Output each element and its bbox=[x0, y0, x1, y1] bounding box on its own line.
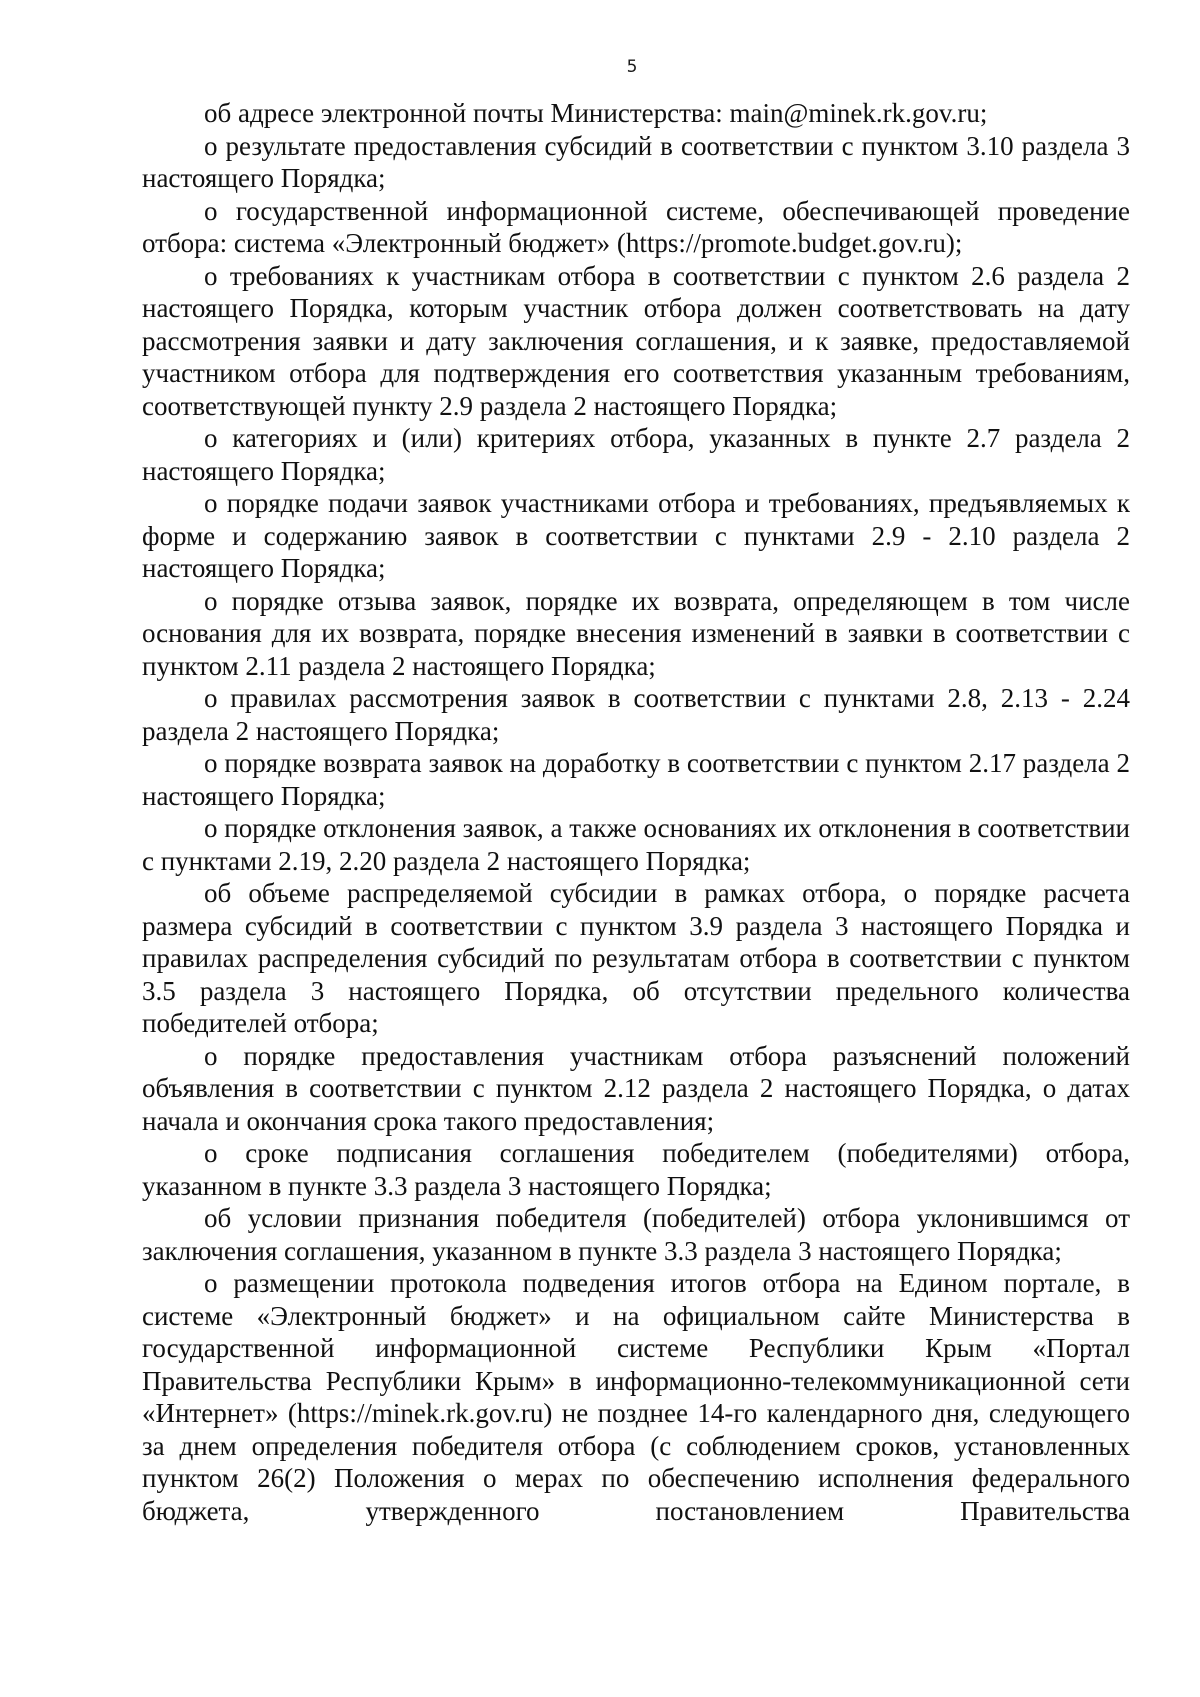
paragraph-information-system: о государственной информационной системе, обеспечивающей проведение отбора: система «Электронный бюджет» (https://promote.budget.gov.ru); bbox=[142, 195, 1130, 258]
paragraph-participant-requirements: о требованиях к участникам отбора в соответствии с пунктом 2.6 раздела 2 настоящего Порядка, которым участник отбора должен соответствовать на дату рассмотрения заявки и дату заключения соглашения, и к заявке, предоставляемой участником отбора для подтверждения его соответствия указанным требованиям, соответствующей пункту 2.9 раздела 2 настоящего Порядка; bbox=[142, 260, 1130, 421]
paragraph-rejection: о порядке отклонения заявок, а также основаниях их отклонения в соответствии с пунктами 2.19, 2.20 раздела 2 настоящего Порядка; bbox=[142, 813, 1130, 876]
paragraph-clarifications: о порядке предоставления участникам отбора разъяснений положений объявления в соответствии с пунктом 2.12 раздела 2 настоящего Порядка, о датах начала и окончания срока такого предоставления; bbox=[142, 1040, 1130, 1136]
paragraph-application-submission: о порядке подачи заявок участниками отбора и требованиях, предъявляемых к форме и содержанию заявок в соответствии с пунктами 2.9 - 2.10 раздела 2 настоящего Порядка; bbox=[142, 488, 1130, 583]
paragraph-signing-deadline: о сроке подписания соглашения победителем (победителями) отбора, указанном в пункте 3.3 раздела 3 настоящего Порядка; bbox=[142, 1138, 1130, 1201]
paragraph-email: об адресе электронной почты Министерства: main@minek.rk.gov.ru; bbox=[204, 98, 988, 128]
paragraph-selection-criteria: о категориях и (или) критериях отбора, указанных в пункте 2.7 раздела 2 настоящего Порядка; bbox=[142, 423, 1130, 486]
paragraph-subsidy-volume: об объеме распределяемой субсидии в рамках отбора, о порядке расчета размера субсидий в соответствии с пунктом 3.9 раздела 3 настоящего Порядка и правилах распределения субсидий по результатам отбора в соответствии с пунктом 3.5 раздела 3 настоящего Порядка, об отсутствии предельного количества победителей отбора; bbox=[142, 878, 1130, 1038]
document-body bbox=[142, 97, 1130, 1527]
paragraph-protocol-publication: о размещении протокола подведения итогов отбора на Едином портале, в системе «Электронный бюджет» и на официальном сайте Министерства в государственной информационной системе Республики Крым «Портал Правительства Республики Крым» в информационно-телекоммуникационной сети «Интернет» (https://minek.rk.gov.ru) не позднее 14-го календарного дня, следующего за днем определения победителя отбора (с соблюдением сроков, установленных пунктом 26(2) Положения о мерах по обеспечению исполнения федерального бюджета, утвержденного постановлением Правительства bbox=[142, 1268, 1130, 1526]
page-number: 5 bbox=[626, 57, 638, 77]
paragraph-return-for-revision: о порядке возврата заявок на доработку в соответствии с пунктом 2.17 раздела 2 настоящего Порядка; bbox=[142, 748, 1130, 811]
paragraph-subsidy-result: о результате предоставления субсидий в соответствии с пунктом 3.10 раздела 3 настоящего Порядка; bbox=[142, 130, 1130, 193]
paragraph-review-rules: о правилах рассмотрения заявок в соответствии с пунктами 2.8, 2.13 - 2.24 раздела 2 настоящего Порядка; bbox=[142, 683, 1130, 746]
paragraph-evasion-condition: об условии признания победителя (победителей) отбора уклонившимся от заключения соглашения, указанном в пункте 3.3 раздела 3 настоящего Порядка; bbox=[142, 1203, 1130, 1266]
paragraph-application-withdrawal: о порядке отзыва заявок, порядке их возврата, определяющем в том числе основания для их возврата, порядке внесения изменений в заявки в соответствии с пунктом 2.11 раздела 2 настоящего Порядка; bbox=[142, 585, 1130, 681]
